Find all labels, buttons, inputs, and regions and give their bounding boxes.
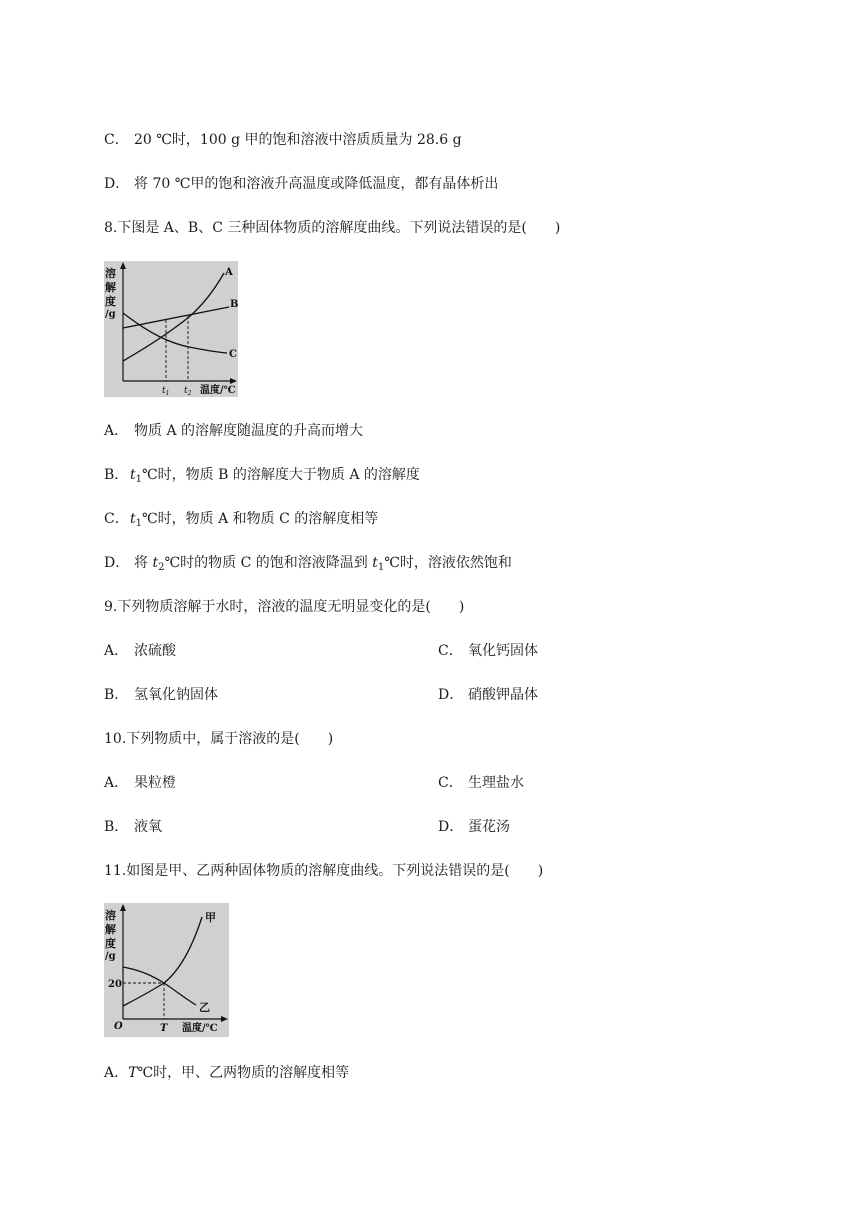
q9-option-b — [104, 686, 218, 704]
q9-option-a — [104, 642, 176, 660]
option-text-pre: 将 — [134, 555, 153, 571]
y-label-line: 度 — [105, 295, 116, 308]
option-letter: A． — [104, 775, 129, 791]
variable-t: T — [128, 1065, 138, 1081]
x-axis-arrow — [221, 1016, 228, 1022]
origin-label: O — [114, 1021, 123, 1032]
subscript: 2 — [158, 562, 165, 573]
option-letter: A． — [104, 1065, 129, 1081]
subscript: 1 — [377, 562, 385, 573]
q10-option-c — [438, 774, 524, 792]
curve-a — [123, 273, 224, 361]
solubility-figure-jia-yi — [104, 903, 229, 1037]
q9-option-d — [438, 686, 538, 704]
y-label-line: 解 — [105, 923, 116, 936]
option-text: ℃时，甲、乙两物质的溶解度相等 — [137, 1065, 350, 1081]
option-text: 氢氧化钠固体 — [134, 687, 218, 703]
option-letter: B． — [104, 687, 129, 703]
option-letter: B． — [104, 819, 129, 835]
q9-option-c — [438, 642, 538, 660]
y-mark-20: 20 — [108, 979, 122, 990]
option-letter: D． — [104, 555, 130, 571]
curve-c — [123, 313, 227, 353]
tick-t2: $t_2$ — [184, 386, 192, 397]
y-label-line: 度 — [105, 937, 116, 950]
option-letter: D． — [104, 176, 130, 192]
x-axis-arrow — [230, 378, 237, 384]
x-mark-t: T — [160, 1023, 168, 1034]
question-10-stem: 10.下列物质中，属于溶液的是( ) — [104, 731, 334, 747]
curve-label-jia: 甲 — [205, 911, 216, 924]
q8-option-a — [104, 422, 363, 440]
option-text: 浓硫酸 — [134, 643, 176, 659]
q10-option-d — [438, 818, 510, 836]
option-text: 液氧 — [134, 819, 162, 835]
subscript: 1 — [135, 518, 143, 529]
q8-option-c — [104, 510, 378, 533]
curve-jia — [123, 917, 202, 1006]
x-label: 温度/℃ — [182, 1023, 218, 1034]
solubility-chart-abc — [104, 261, 238, 397]
option-letter: C． — [104, 132, 129, 148]
variable-t: t — [130, 467, 136, 483]
curve-label-yi: 乙 — [199, 1001, 210, 1014]
q10-option-b — [104, 818, 162, 836]
option-letter: C． — [438, 775, 463, 791]
curve-label-c: C — [229, 349, 237, 360]
y-axis-arrow — [120, 904, 126, 911]
solubility-figure-abc — [104, 261, 238, 397]
option-text-rest: ℃时，溶液依然饱和 — [384, 555, 512, 571]
subscript: 1 — [135, 474, 143, 485]
option-letter: D． — [438, 819, 464, 835]
curve-label-b: B — [230, 299, 238, 310]
y-label-line: 解 — [105, 281, 116, 294]
y-axis-arrow — [120, 262, 126, 269]
y-label-line: /g — [105, 309, 116, 320]
option-text: 生理盐水 — [468, 775, 524, 791]
q7-option-d — [104, 175, 498, 193]
option-letter: C． — [438, 643, 463, 659]
q8-option-b — [104, 466, 420, 489]
q11-option-a — [104, 1064, 349, 1082]
option-text: 硝酸钾晶体 — [468, 687, 538, 703]
option-text: 果粒橙 — [134, 775, 176, 791]
option-text: 蛋花汤 — [468, 819, 510, 835]
question-9-stem: 9.下列物质溶解于水时，溶液的温度无明显变化的是( ) — [104, 599, 465, 615]
y-label-line: 溶 — [105, 267, 116, 280]
variable-t: t — [130, 511, 136, 527]
option-text: 氧化钙固体 — [468, 643, 538, 659]
option-letter: A． — [104, 643, 129, 659]
variable-t: t — [152, 555, 159, 571]
curve-label-a: A — [225, 267, 233, 278]
q7-option-c — [104, 131, 462, 149]
solubility-chart-jia-yi — [104, 903, 229, 1037]
option-text: ℃时，物质 B 的溶解度大于物质 A 的溶解度 — [142, 467, 420, 483]
option-letter: A． — [104, 423, 129, 439]
question-11-stem: 11.如图是甲、乙两种固体物质的溶解度曲线。下列说法错误的是( ) — [104, 863, 544, 879]
option-letter: C． — [104, 511, 129, 527]
question-8-stem: 8.下图是 A、B、C 三种固体物质的溶解度曲线。下列说法错误的是( ) — [104, 220, 561, 236]
tick-t1: $t_1$ — [162, 386, 170, 397]
y-label-line: 溶 — [105, 909, 116, 922]
option-text: 20 ℃时，100 g 甲的饱和溶液中溶质质量为 28.6 g — [134, 132, 462, 148]
x-label: 温度/℃ — [200, 385, 236, 396]
option-text-mid: ℃时的物质 C 的饱和溶液降温到 — [164, 555, 373, 571]
option-letter: B． — [104, 467, 129, 483]
q8-option-d — [104, 554, 512, 577]
variable-t: t — [372, 555, 378, 571]
q10-option-a — [104, 774, 176, 792]
option-text: 物质 A 的溶解度随温度的升高而增大 — [134, 423, 364, 439]
option-text: 将 70 ℃甲的饱和溶液升高温度或降低温度，都有晶体析出 — [134, 176, 499, 192]
y-label-line: /g — [105, 951, 116, 962]
option-letter: D． — [438, 687, 464, 703]
option-text: ℃时，物质 A 和物质 C 的溶解度相等 — [142, 511, 379, 527]
